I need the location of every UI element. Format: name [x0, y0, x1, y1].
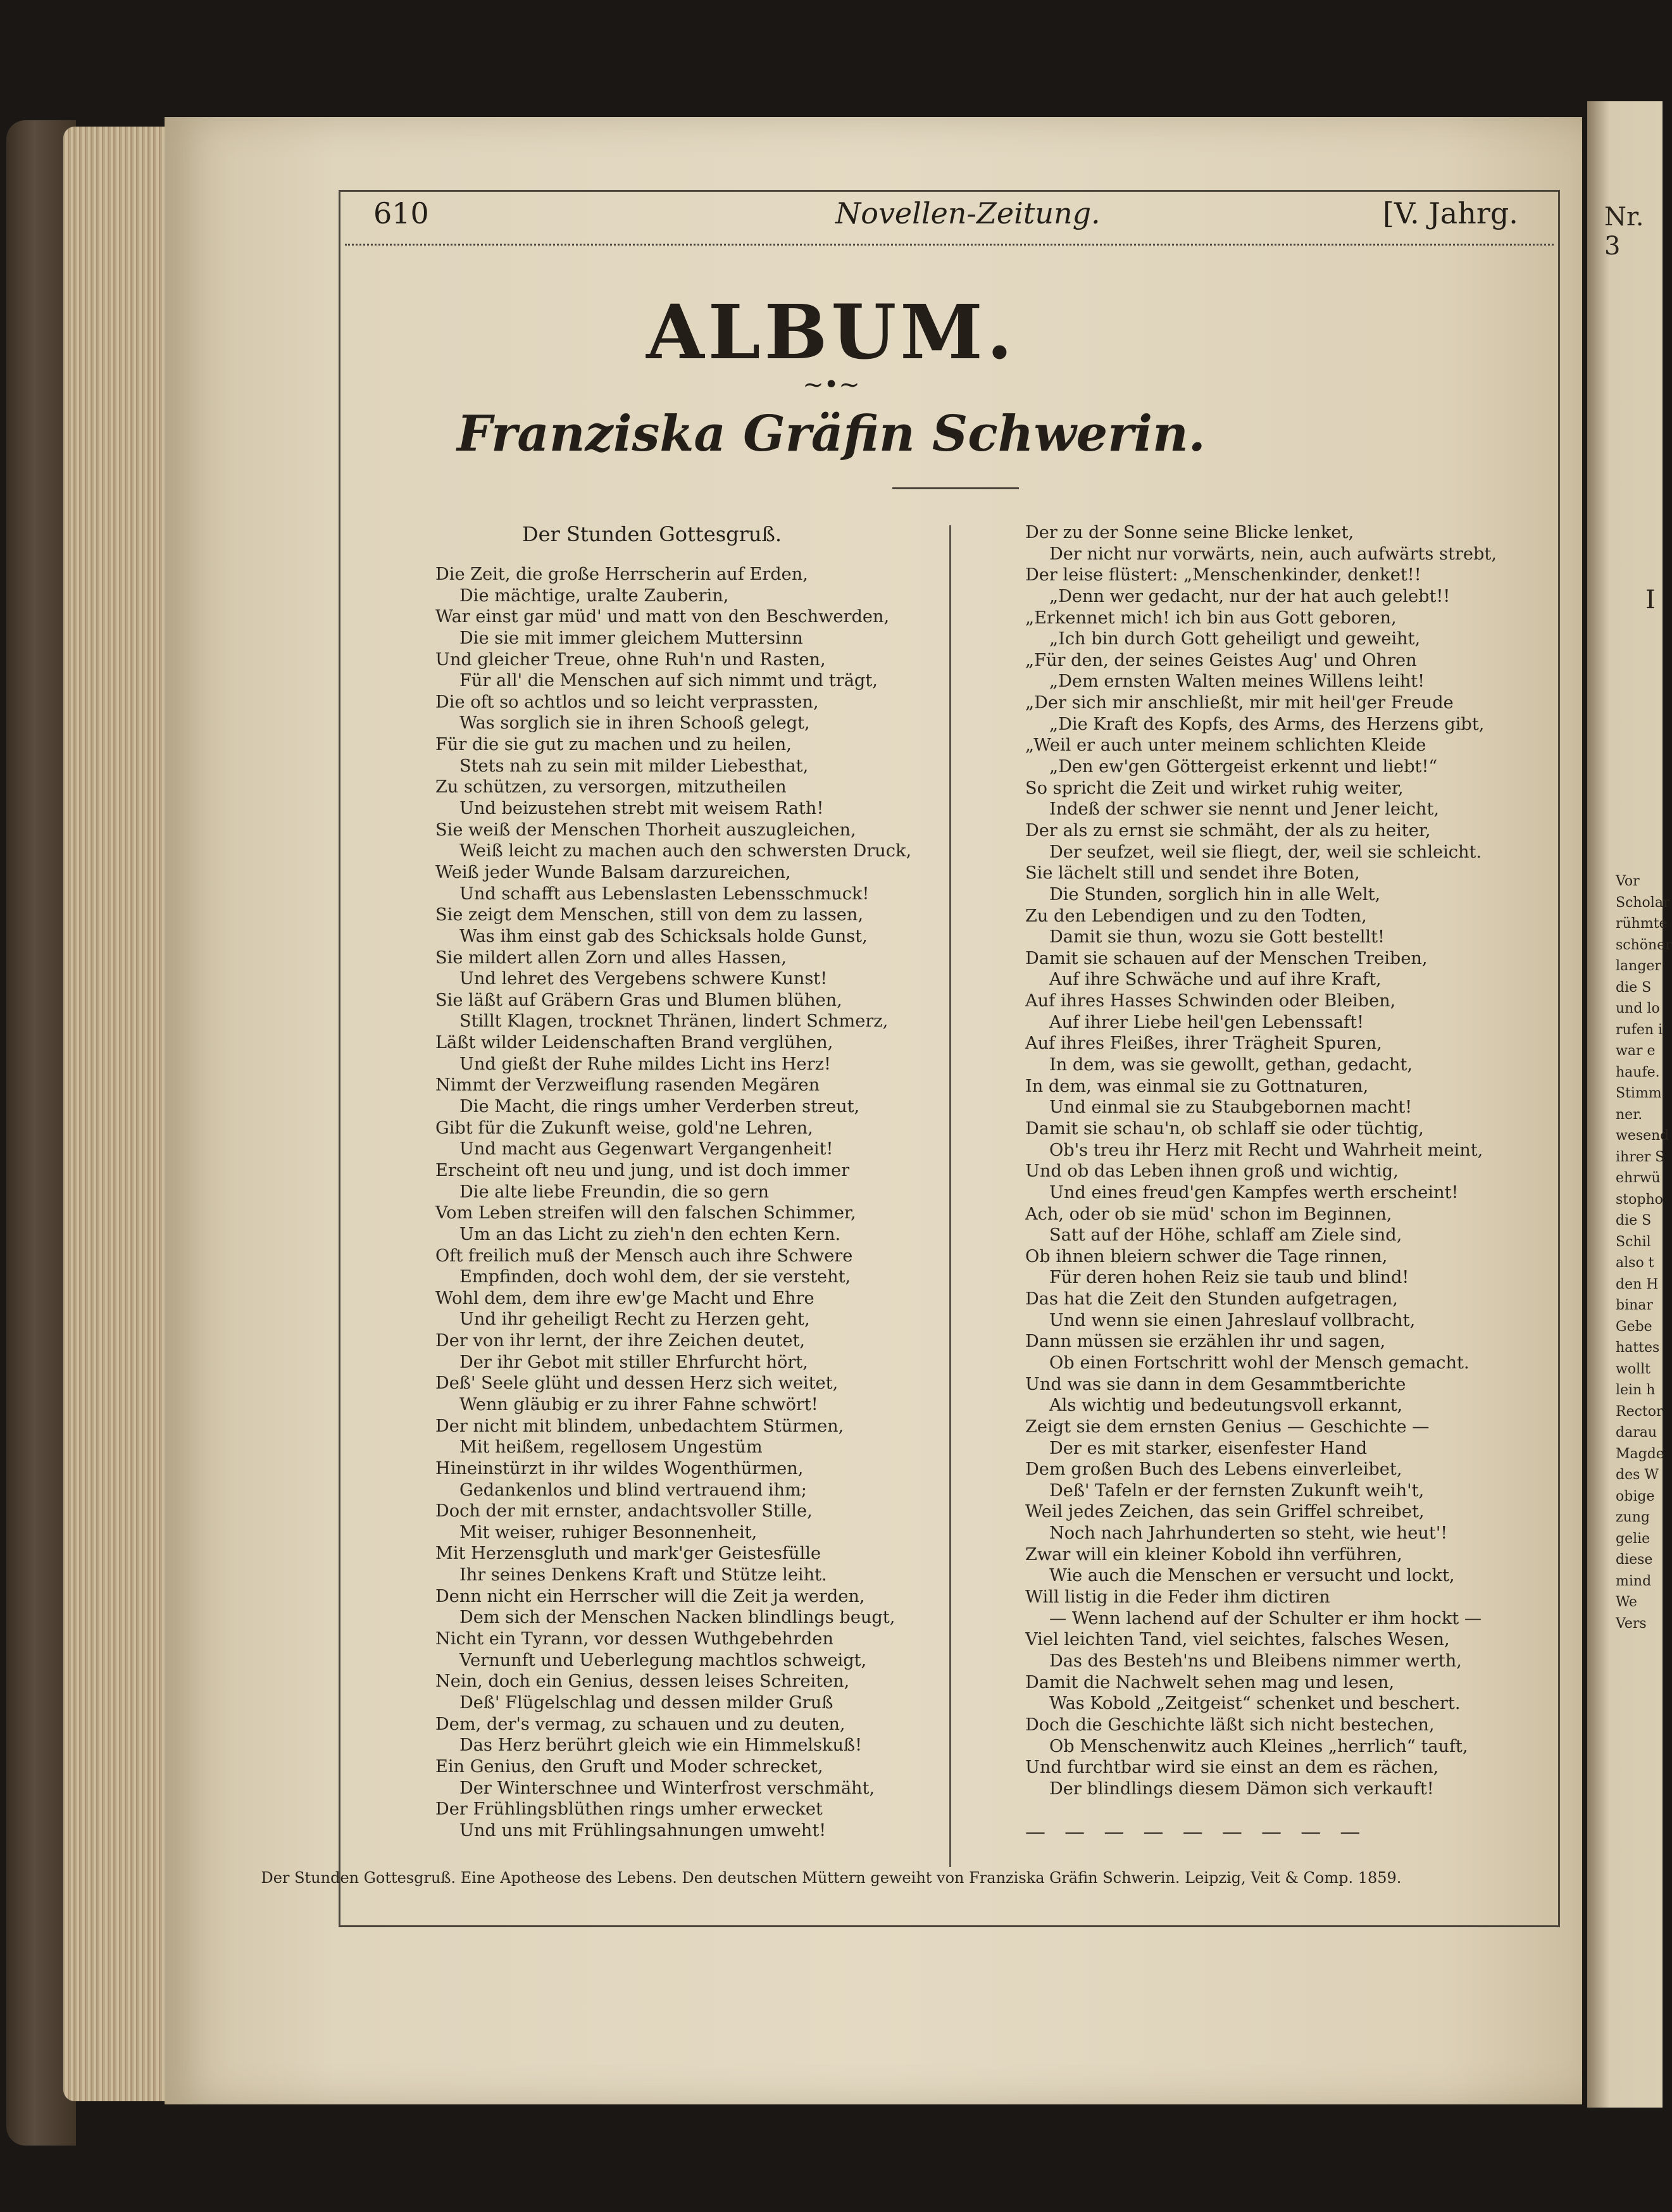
poem-line: Deß' Flügelschlag und dessen milder Gruß	[459, 1692, 833, 1713]
poem-line: Dann müssen sie erzählen ihr und sagen,	[1025, 1332, 1386, 1352]
facing-page-fragment: langer	[1616, 958, 1661, 974]
poem-line: Ihr seines Denkens Kraft und Stütze leiht.	[459, 1565, 827, 1585]
facing-page-fragment: den H	[1616, 1276, 1659, 1292]
poem-line: Die Macht, die rings umher Verderben streut,	[459, 1097, 860, 1117]
poem-line: Mit weiser, ruhiger Besonnenheit,	[459, 1522, 758, 1542]
facing-page-fragment: lein h	[1616, 1382, 1656, 1398]
author-heading: Franziska Gräfin Schwerin.	[457, 405, 1206, 463]
poem-line: Dem sich der Menschen Nacken blindlings beugt,	[459, 1608, 895, 1628]
poem-line: Ob einen Fortschritt wohl der Mensch gemacht.	[1049, 1353, 1469, 1373]
poem-line: Damit sie thun, wozu sie Gott bestellt!	[1049, 927, 1385, 947]
facing-page-fragment: binar	[1616, 1297, 1653, 1313]
poem-line: Was ihm einst gab des Schicksals holde Gunst,	[459, 926, 868, 946]
poem-line: Empfinden, doch wohl dem, der sie versteht,	[459, 1267, 851, 1287]
poem-line: Zu schützen, zu versorgen, mitzutheilen	[435, 777, 787, 797]
poem-line: Für deren hohen Reiz sie taub und blind!	[1049, 1268, 1409, 1288]
poem-line: Sie weiß der Menschen Thorheit auszugleichen,	[435, 820, 856, 840]
ornament-divider: ~•~	[802, 370, 860, 399]
facing-page-fragment: We	[1616, 1594, 1637, 1610]
poem-line: Ob Menschenwitz auch Kleines „herrlich“ tauft,	[1049, 1736, 1468, 1756]
poem-line: Was Kobold „Zeitgeist“ schenket und beschert.	[1049, 1694, 1461, 1714]
poem-line: Viel leichten Tand, viel seichtes, falsches Wesen,	[1025, 1630, 1450, 1650]
facing-page-fragment: obige	[1616, 1488, 1655, 1504]
facing-page-fragment: haufe.	[1616, 1064, 1660, 1080]
poem-line: Sie lächelt still und sendet ihre Boten,	[1025, 863, 1360, 884]
poem-line: Damit sie schau'n, ob schlaff sie oder tüchtig,	[1025, 1118, 1424, 1139]
poem-line: Der Winterschnee und Winterfrost verschmäht,	[459, 1778, 875, 1798]
poem-line: Sie zeigt dem Menschen, still von dem zu lassen,	[435, 905, 863, 925]
poem-line: Der blindlings diesem Dämon sich verkauft!	[1049, 1778, 1434, 1799]
poem-line: Doch die Geschichte läßt sich nicht bestechen,	[1025, 1715, 1435, 1735]
poem-line: „Weil er auch unter meinem schlichten Kleide	[1025, 735, 1426, 756]
poem-line: Weil jedes Zeichen, das sein Griffel schreibet,	[1025, 1502, 1425, 1522]
poem-line: Sie mildert allen Zorn und alles Hassen,	[435, 947, 787, 968]
poem-line: Vernunft und Ueberlegung machtlos schweigt,	[459, 1650, 867, 1670]
poem-line: Und schafft aus Lebenslasten Lebensschmuck!	[459, 884, 870, 904]
facing-page-fragment: ihrer S	[1616, 1149, 1665, 1165]
poem-line: Wenn gläubig er zu ihrer Fahne schwört!	[459, 1394, 818, 1415]
poem-line: Nein, doch ein Genius, dessen leises Schreiten,	[435, 1671, 850, 1692]
album-title: ALBUM.	[646, 288, 1016, 376]
poem-line: Und wenn sie einen Jahreslauf vollbracht,	[1049, 1310, 1416, 1330]
poem-line: Doch der mit ernster, andachtsvoller Stille,	[435, 1501, 813, 1522]
poem-line: Was sorglich sie in ihren Schooß gelegt,	[459, 713, 810, 734]
volume-year: [V. Jahrg.	[1383, 196, 1518, 230]
poem-line: Ach, oder ob sie müd' schon im Beginnen,	[1025, 1204, 1392, 1224]
facing-page-fragment: Stimm	[1616, 1085, 1662, 1101]
facing-page-fragment: die S	[1616, 979, 1652, 996]
poem-line: Nicht ein Tyrann, vor dessen Wuthgebehrden	[435, 1629, 834, 1649]
facing-page-fragment: rühmte	[1616, 916, 1668, 932]
poem-line: Auf ihres Fleißes, ihrer Trägheit Spuren,	[1025, 1034, 1382, 1054]
poem-line: Die Stunden, sorglich hin in alle Welt,	[1049, 884, 1381, 904]
poem-line: Weiß leicht zu machen auch den schwersten Druck,	[459, 841, 912, 861]
facing-page-fragment: Scholar	[1616, 894, 1670, 911]
poem-line: Der nicht nur vorwärts, nein, auch aufwärts strebt,	[1049, 544, 1497, 564]
poem-line: Zu den Lebendigen und zu den Todten,	[1025, 906, 1367, 926]
poem-line: Und gießt der Ruhe mildes Licht ins Herz!	[459, 1054, 831, 1074]
column-divider	[949, 525, 951, 1867]
poem-line: „Den ew'gen Göttergeist erkennt und liebt!“	[1049, 757, 1438, 777]
poem-line: „Für den, der seines Geistes Aug' und Ohren	[1025, 650, 1417, 670]
poem-line: Der nicht mit blindem, unbedachtem Stürmen,	[435, 1416, 844, 1436]
poem-line: Stets nah zu sein mit milder Liebesthat,	[459, 756, 809, 776]
poem-line: Läßt wilder Leidenschaften Brand verglühen,	[435, 1033, 833, 1053]
facing-page-fragment: stopho	[1616, 1191, 1663, 1208]
poem-line: Will listig in die Feder ihm dictiren	[1025, 1587, 1330, 1608]
facing-page-fragment: darau	[1616, 1425, 1657, 1440]
facing-page-fragment: mind	[1616, 1573, 1652, 1589]
poem-line: Für die sie gut zu machen und zu heilen,	[435, 735, 792, 755]
poem-line: Vom Leben streifen will den falschen Schimmer,	[435, 1203, 856, 1223]
source-footnote: Der Stunden Gottesgruß. Eine Apotheose des Lebens. Den deutschen Müttern geweiht von Franziska Gräfin Schwerin. Leipzig, Veit & Comp. 1859.	[261, 1869, 1402, 1887]
poem-line: Die Zeit, die große Herrscherin auf Erden,	[435, 565, 808, 584]
poem-line: Der zu der Sonne seine Blicke lenket,	[1025, 523, 1354, 542]
poem-line: Damit sie schauen auf der Menschen Treiben,	[1025, 948, 1428, 968]
poem-line: Hineinstürzt in ihr wildes Wogenthürmen,	[435, 1458, 804, 1478]
poem-line: Für all' die Menschen auf sich nimmt und trägt,	[459, 671, 878, 691]
page-number: 610	[373, 196, 429, 230]
facing-page-fragment: rufen i	[1616, 1022, 1663, 1038]
poem-line: Damit die Nachwelt sehen mag und lesen,	[1025, 1672, 1395, 1692]
poem-end-dashes: — — — — — — — — —	[1025, 1820, 1367, 1844]
facing-page-fragment: Magde	[1616, 1446, 1664, 1462]
facing-page-fragment: des W	[1616, 1467, 1659, 1483]
poem-line: Gibt für die Zukunft weise, gold'ne Lehren,	[435, 1118, 813, 1138]
poem-line: Satt auf der Höhe, schlaff am Ziele sind,	[1049, 1225, 1402, 1246]
facing-page-fragment: also t	[1616, 1255, 1654, 1271]
poem-line: Zwar will ein kleiner Kobold ihn verführen,	[1025, 1544, 1402, 1565]
poem-line: Und furchtbar wird sie einst an dem es rächen,	[1025, 1758, 1439, 1778]
facing-page-fragment: Vor	[1616, 873, 1640, 889]
poem-line: „Der sich mir anschließt, mir mit heil'ger Freude	[1025, 693, 1454, 713]
poem-line: Indeß der schwer sie nennt und Jener leicht,	[1049, 799, 1440, 820]
poem-line: Der als zu ernst sie schmäht, der als zu heiter,	[1025, 820, 1431, 840]
header-rule	[345, 244, 1554, 246]
poem-line: Mit Herzensgluth und mark'ger Geistesfülle	[435, 1544, 821, 1564]
facing-page-header: Nr. 3	[1604, 203, 1644, 261]
poem-line: Auf ihres Hasses Schwinden oder Bleiben,	[1025, 991, 1396, 1011]
poem-line: Die alte liebe Freundin, die so gern	[459, 1182, 770, 1202]
poem-line: Und macht aus Gegenwart Vergangenheit!	[459, 1139, 833, 1159]
poem-line: Dem, der's vermag, zu schauen und zu deuten,	[435, 1714, 845, 1734]
poem-line: Und beizustehen strebt mit weisem Rath!	[459, 799, 824, 819]
poem-line: Oft freilich muß der Mensch auch ihre Schwere	[435, 1246, 853, 1266]
poem-line: Das hat die Zeit den Stunden aufgetragen,	[1025, 1289, 1398, 1309]
poem-line: Der von ihr lernt, der ihre Zeichen deutet,	[435, 1331, 806, 1351]
poem-line: Und eines freud'gen Kampfes werth erscheint!	[1049, 1182, 1459, 1203]
poem-line: Die mächtige, uralte Zauberin,	[459, 585, 729, 606]
poem-line: Gedankenlos und blind vertrauend ihm;	[459, 1480, 807, 1500]
poem-line: Und was sie dann in dem Gesammtberichte	[1025, 1374, 1406, 1394]
facing-page-fragment: gelie	[1616, 1530, 1650, 1547]
poem-line: War einst gar müd' und matt von den Beschwerden,	[435, 607, 890, 627]
facing-page-fragment: ner.	[1616, 1106, 1643, 1123]
poem-column-left	[435, 564, 935, 1841]
facing-page-fragment: Rector	[1616, 1403, 1663, 1420]
heading-rule	[892, 487, 1019, 489]
poem-line: Dem großen Buch des Lebens einverleibet,	[1025, 1459, 1402, 1480]
poem-column-right	[1025, 522, 1550, 1799]
poem-line: Und einmal sie zu Staubgebornen macht!	[1049, 1097, 1413, 1118]
poem-line: Und lehret des Vergebens schwere Kunst!	[459, 969, 828, 989]
poem-line: Das des Besteh'ns und Bleibens nimmer werth,	[1049, 1651, 1462, 1671]
poem-line: Der ihr Gebot mit stiller Ehrfurcht hört,	[459, 1352, 808, 1372]
poem-line: In dem, was sie gewollt, gethan, gedacht,	[1049, 1055, 1413, 1075]
facing-page-fragment: Schil	[1616, 1234, 1651, 1250]
poem-line: Deß' Tafeln er der fernsten Zukunft weih't,	[1049, 1480, 1425, 1501]
poem-line: Stillt Klagen, trocknet Thränen, lindert Schmerz,	[459, 1011, 889, 1032]
facing-page-fragment: die S	[1616, 1213, 1652, 1228]
poem-title: Der Stunden Gottesgruß.	[521, 522, 782, 546]
poem-line: „Denn wer gedacht, nur der hat auch gelebt!!	[1049, 586, 1451, 606]
poem-line: Und gleicher Treue, ohne Ruh'n und Rasten,	[435, 649, 826, 670]
poem-line: Nimmt der Verzweiflung rasenden Megären	[435, 1075, 820, 1096]
poem-line: In dem, was einmal sie zu Gottnaturen,	[1025, 1076, 1369, 1096]
poem-line: Und ihr geheiligt Recht zu Herzen geht,	[459, 1309, 810, 1330]
poem-line: Auf ihrer Liebe heil'gen Lebenssaft!	[1049, 1012, 1364, 1032]
poem-line: Noch nach Jahrhunderten so steht, wie heut'!	[1049, 1523, 1448, 1544]
facing-page-fragment: war e	[1616, 1043, 1656, 1059]
facing-page-fragment: Vers	[1616, 1615, 1647, 1632]
poem-line: Der Frühlingsblüthen rings umher erwecket	[435, 1799, 823, 1820]
poem-line: „Ich bin durch Gott geheiligt und geweiht,	[1049, 629, 1421, 649]
poem-line: Wohl dem, dem ihre ew'ge Macht und Ehre	[435, 1288, 814, 1308]
poem-line: Ob ihnen bleiern schwer die Tage rinnen,	[1025, 1246, 1388, 1266]
poem-line: Erscheint oft neu und jung, und ist doch immer	[435, 1160, 850, 1180]
poem-line: „Erkennet mich! ich bin aus Gott geboren,	[1025, 608, 1397, 628]
poem-line: Als wichtig und bedeutungsvoll erkannt,	[1049, 1396, 1403, 1416]
facing-page-fragment: wollt	[1616, 1361, 1650, 1377]
poem-line: Um an das Licht zu zieh'n den echten Kern.	[459, 1224, 841, 1244]
poem-line: Mit heißem, regellosem Ungestüm	[459, 1437, 763, 1458]
poem-line: Weiß jeder Wunde Balsam darzureichen,	[435, 862, 791, 882]
poem-line: Das Herz berührt gleich wie ein Himmelskuß!	[459, 1735, 863, 1756]
facing-page-letter: I	[1645, 585, 1656, 615]
facing-page-fragment: hattes	[1616, 1340, 1660, 1356]
poem-line: Zeigt sie dem ernsten Genius — Geschichte —	[1025, 1416, 1430, 1437]
poem-line: Der leise flüstert: „Menschenkinder, denket!!	[1025, 565, 1421, 585]
poem-line: Ob's treu ihr Herz mit Recht und Wahrheit meint,	[1049, 1140, 1483, 1160]
poem-line: „Die Kraft des Kopfs, des Arms, des Herzens gibt,	[1049, 714, 1485, 734]
facing-page-fragment: und lo	[1616, 1001, 1660, 1016]
poem-line: Die oft so achtlos und so leicht verprassten,	[435, 692, 819, 712]
poem-line: Und ob das Leben ihnen groß und wichtig,	[1025, 1161, 1399, 1182]
poem-line: Auf ihre Schwäche und auf ihre Kraft,	[1049, 970, 1382, 990]
poem-line: Wie auch die Menschen er versucht und lockt,	[1049, 1566, 1455, 1586]
facing-page-fragment: zung	[1616, 1509, 1650, 1525]
facing-page-fragment: ehrwü	[1616, 1170, 1661, 1186]
poem-line: Denn nicht ein Herrscher will die Zeit ja werden,	[435, 1586, 865, 1606]
facing-page-fragment: diese	[1616, 1552, 1653, 1568]
poem-line: Die sie mit immer gleichem Muttersinn	[459, 628, 803, 648]
journal-title: Novellen-Zeitung.	[835, 196, 1101, 230]
poem-line: Deß' Seele glüht und dessen Herz sich weitet,	[435, 1373, 839, 1394]
facing-page-fragment: wesend	[1616, 1128, 1669, 1144]
poem-line: Sie läßt auf Gräbern Gras und Blumen blühen,	[435, 990, 842, 1010]
facing-page-fragment: schöner	[1616, 937, 1672, 953]
facing-page-fragment: Gebe	[1616, 1318, 1652, 1335]
poem-line: Ein Genius, den Gruft und Moder schrecket,	[435, 1756, 823, 1777]
poem-line: Der seufzet, weil sie fliegt, der, weil sie schleicht.	[1049, 842, 1482, 862]
poem-line: „Dem ernsten Walten meines Willens leiht!	[1049, 672, 1425, 692]
poem-line: Der es mit starker, eisenfester Hand	[1049, 1438, 1368, 1458]
facing-page-edge	[1587, 101, 1663, 2108]
poem-line: So spricht die Zeit und wirket ruhig weiter,	[1025, 778, 1404, 798]
poem-line: — Wenn lachend auf der Schulter er ihm hockt —	[1049, 1608, 1482, 1628]
poem-line: Und uns mit Frühlingsahnungen umweht!	[459, 1820, 827, 1840]
